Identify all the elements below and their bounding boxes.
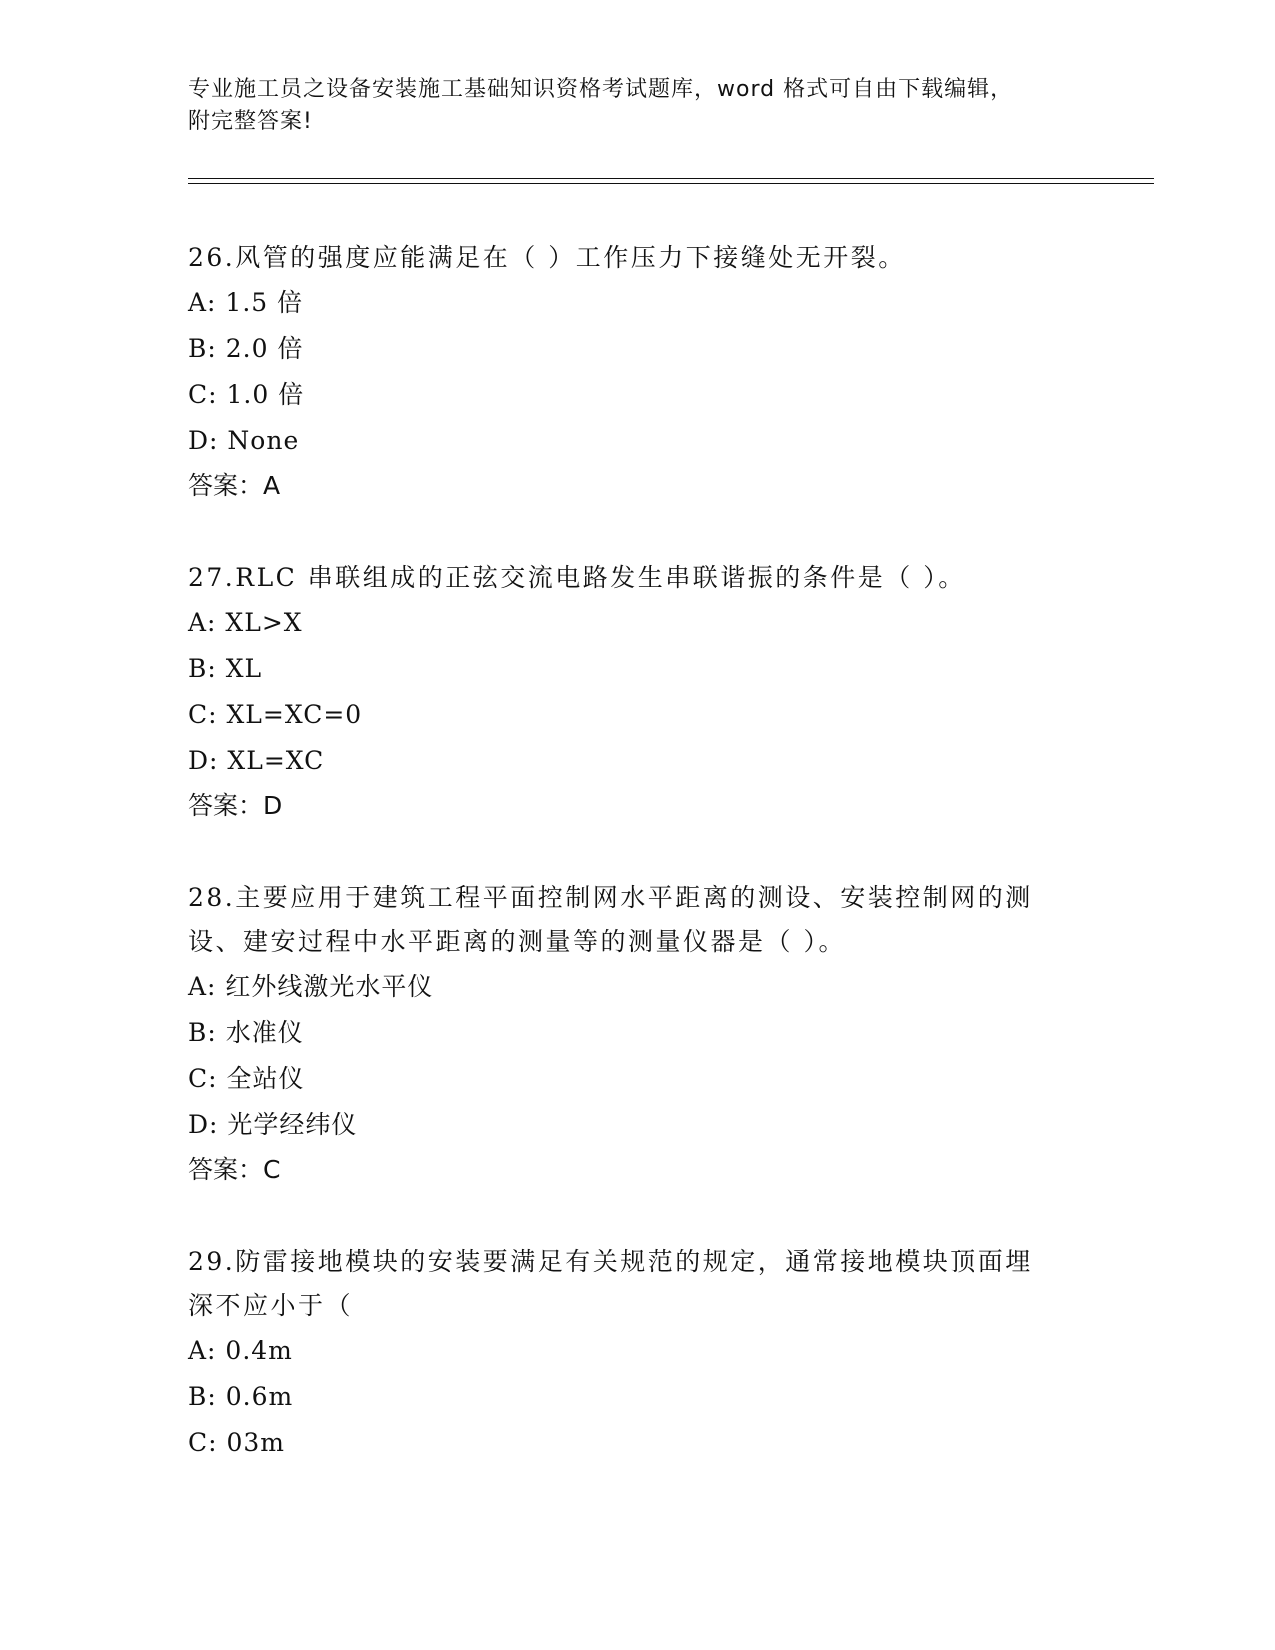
question-26 bbox=[188, 236, 1088, 508]
option-b: B: XL bbox=[188, 654, 263, 683]
answer: 答案：A bbox=[188, 471, 281, 500]
header-line-1: 专业施工员之设备安装施工基础知识资格考试题库，word 格式可自由下载编辑， bbox=[188, 77, 1014, 102]
question-stem-line-2: 设、建安过程中水平距离的测量等的测量仪器是（ ）。 bbox=[188, 927, 846, 956]
option-b: B: 0.6m bbox=[188, 1382, 294, 1411]
question-28 bbox=[188, 876, 1088, 1192]
answer: 答案：C bbox=[188, 1155, 281, 1184]
question-27 bbox=[188, 556, 1088, 828]
question-stem-line-1: 28.主要应用于建筑工程平面控制网水平距离的测设、安装控制网的测 bbox=[188, 883, 1033, 912]
option-c: C: XL=XC=0 bbox=[188, 700, 363, 729]
question-stem-line-2: 深不应小于（ bbox=[188, 1291, 354, 1320]
option-d: D: 光学经纬仪 bbox=[188, 1110, 358, 1139]
header-divider-bottom bbox=[188, 183, 1154, 184]
question-stem-line-1: 29.防雷接地模块的安装要满足有关规范的规定，通常接地模块顶面埋 bbox=[188, 1247, 1033, 1276]
option-b: B: 水准仪 bbox=[188, 1018, 304, 1047]
option-a: A: 0.4m bbox=[188, 1336, 293, 1365]
option-a: A: XL>X bbox=[188, 608, 303, 637]
option-d: D: XL=XC bbox=[188, 746, 325, 775]
option-a: A: 1.5 倍 bbox=[188, 288, 304, 317]
question-stem: 27.RLC 串联组成的正弦交流电路发生串联谐振的条件是（ ）。 bbox=[188, 563, 966, 592]
question-stem: 26.风管的强度应能满足在（ ）工作压力下接缝处无开裂。 bbox=[188, 243, 906, 272]
option-a: A: 红外线激光水平仪 bbox=[188, 972, 434, 1001]
option-c: C: 全站仪 bbox=[188, 1064, 305, 1093]
question-29 bbox=[188, 1240, 1088, 1466]
document-header bbox=[188, 74, 1088, 138]
option-c: C: 1.0 倍 bbox=[188, 380, 305, 409]
answer: 答案：D bbox=[188, 791, 283, 820]
option-c: C: 03m bbox=[188, 1428, 286, 1457]
header-line-2: 附完整答案! bbox=[188, 109, 313, 134]
option-d: D: None bbox=[188, 426, 300, 455]
header-divider-top bbox=[188, 178, 1154, 179]
option-b: B: 2.0 倍 bbox=[188, 334, 304, 363]
